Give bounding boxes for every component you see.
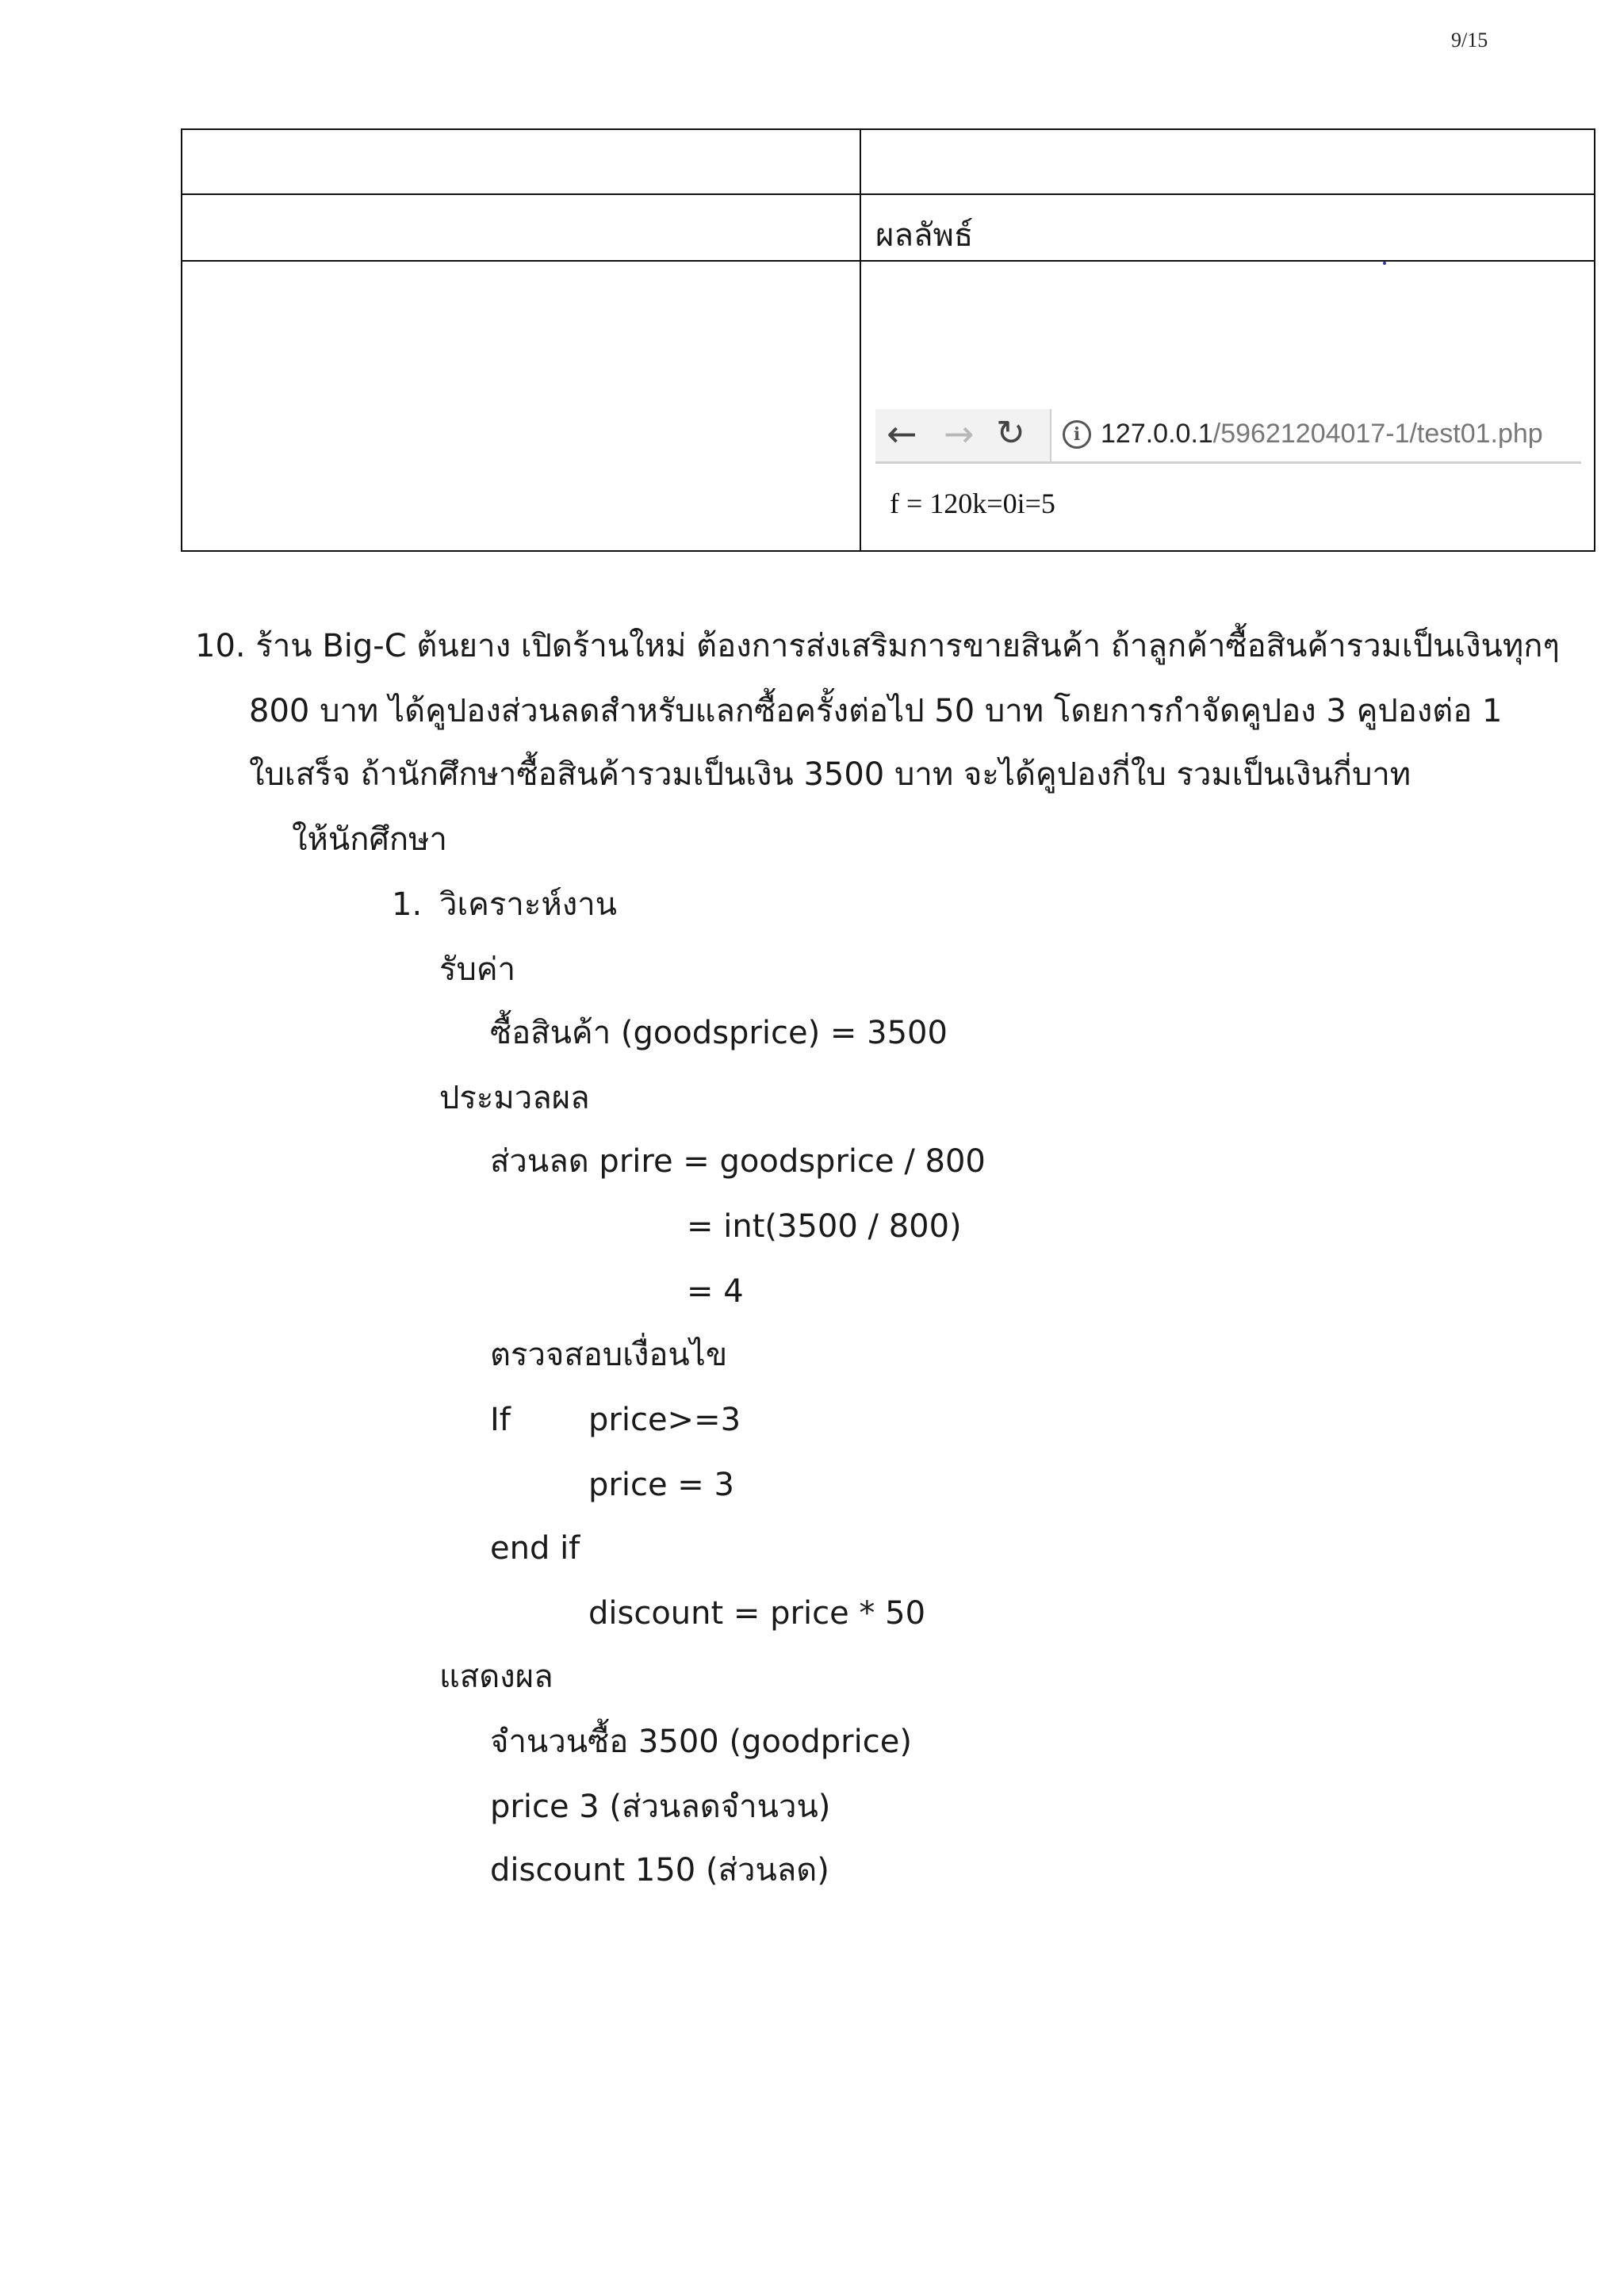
php-output: f = 120k=0i=5: [890, 488, 1055, 519]
output-heading: แสดงผล: [439, 1659, 553, 1695]
forward-arrow-icon[interactable]: →: [944, 412, 975, 455]
output-line-2: price 3 (ส่วนลดจำนวน): [490, 1789, 831, 1825]
step-number: 1.: [392, 886, 423, 923]
output-line-1: จำนวนซื้อ 3500 (goodprice): [490, 1724, 912, 1760]
table-cell: [182, 129, 860, 194]
process-heading: ประมวลผล: [439, 1080, 590, 1116]
browser-screenshot: [861, 262, 1594, 550]
result-table: [181, 128, 1595, 552]
address-bar[interactable]: [1050, 409, 1581, 461]
url-text: [1101, 419, 1543, 450]
discount-line: discount = price * 50: [588, 1595, 926, 1632]
stray-dot: [1383, 262, 1386, 265]
end-if: end if: [490, 1530, 580, 1567]
problem-line-4: ให้นักศึกษา: [292, 821, 447, 858]
back-arrow-icon[interactable]: ←: [887, 412, 917, 455]
result-label: ผลลัพธ์: [875, 217, 974, 254]
table-cell: [182, 261, 860, 551]
table-row: [182, 194, 1595, 261]
browser-toolbar: [875, 409, 1581, 464]
process-line-3: = 4: [687, 1273, 744, 1310]
if-keyword: If: [490, 1402, 511, 1438]
reload-icon[interactable]: ↻: [996, 413, 1025, 453]
result-header-cell: [860, 194, 1595, 261]
input-line: ซื้อสินค้า (goodsprice) = 3500: [490, 1015, 948, 1051]
table-row: [182, 129, 1595, 194]
check-heading: ตรวจสอบเงื่อนไข: [490, 1337, 728, 1373]
info-icon[interactable]: i: [1063, 420, 1091, 449]
input-heading: รับค่า: [439, 951, 516, 988]
step-title: วิเคราะห์งาน: [439, 886, 618, 923]
table-cell: [182, 194, 860, 261]
page-number: 9/15: [1451, 29, 1488, 52]
url-path: /59621204017-1/test01.php: [1212, 419, 1543, 449]
url-host: 127.0.0.1: [1101, 419, 1213, 449]
process-line-1: ส่วนลด prire = goodsprice / 800: [490, 1143, 986, 1180]
problem-line-2: 800 บาท ได้คูปองส่วนลดสำหรับแลกซื้อครั้งต่อไป 50 บาท โดยการกำจัดคูปอง 3 คูปองต่อ 1: [249, 693, 1503, 729]
browser-screenshot-cell: [860, 261, 1595, 551]
problem-line-1: 10. ร้าน Big-C ต้นยาง เปิดร้านใหม่ ต้องการส่งเสริมการขายสินค้า ถ้าลูกค้าซื้อสินค้ารวมเป็นเงินทุกๆ: [195, 628, 1560, 664]
if-body: price = 3: [588, 1467, 734, 1503]
problem-line-3: ใบเสร็จ ถ้านักศึกษาซื้อสินค้ารวมเป็นเงิน 3500 บาท จะได้คูปองกี่ใบ รวมเป็นเงินกี่บาท: [249, 756, 1411, 793]
table-cell: [860, 129, 1595, 194]
if-condition: price>=3: [588, 1402, 741, 1438]
output-line-3: discount 150 (ส่วนลด): [490, 1852, 829, 1888]
process-line-2: = int(3500 / 800): [687, 1208, 962, 1245]
table-row: [182, 261, 1595, 551]
